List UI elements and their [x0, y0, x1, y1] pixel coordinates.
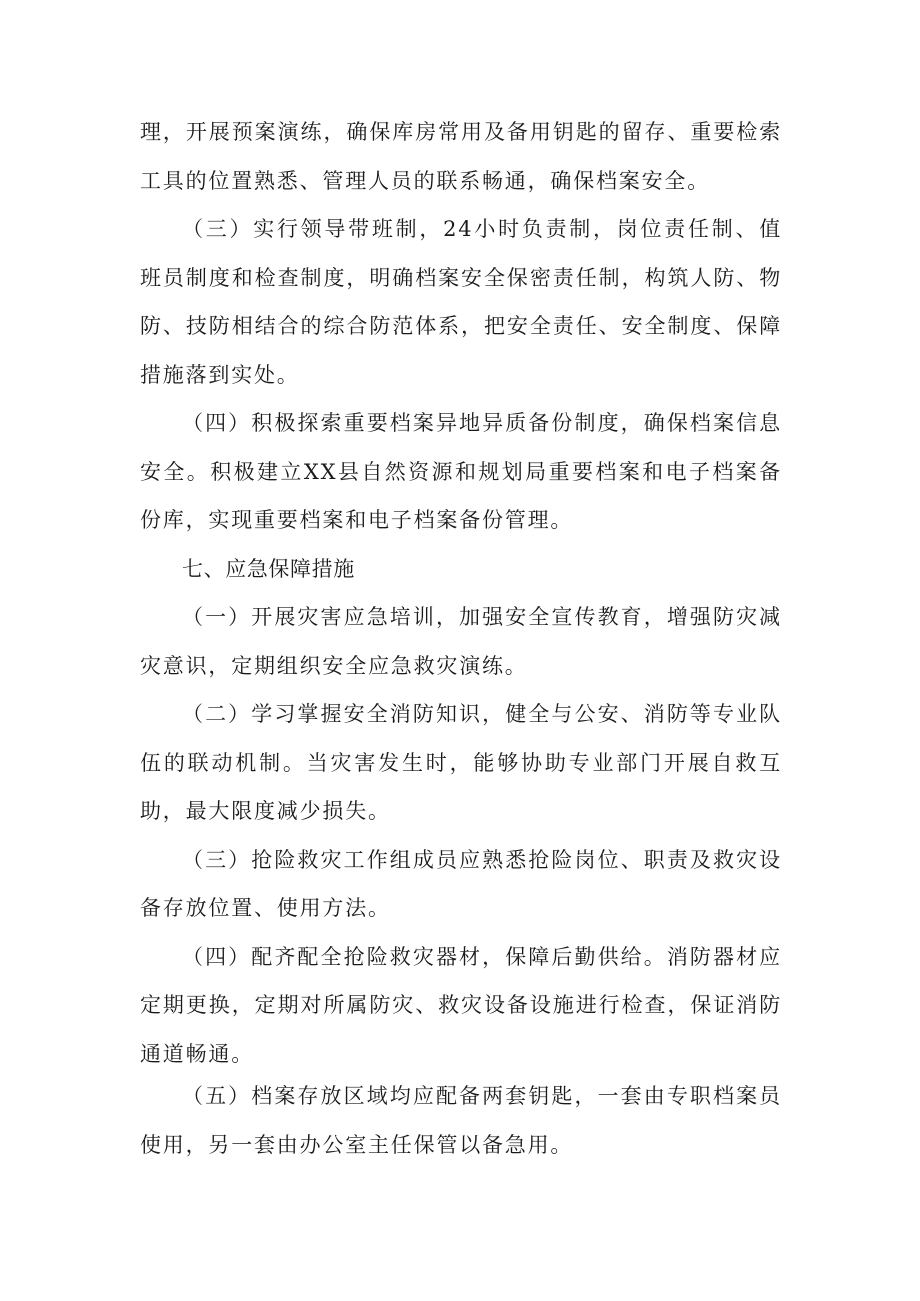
- section-item-4: （四）配齐配全抢险救灾器材，保障后勤供给。消防器材应定期更换，定期对所属防灾、救灾设备设施进行检查，保证消防通道畅通。: [140, 944, 782, 1066]
- section-item-2: （二）学习掌握安全消防知识，健全与公安、消防等专业队伍的联动机制。当灾害发生时，能够协助专业部门开展自救互助，最大限度减少损失。: [140, 702, 782, 823]
- section-heading: 七、应急保障措施: [182, 556, 355, 581]
- section-item-3: （三）抢险救灾工作组成员应熟悉抢险岗位、职责及救灾设备存放位置、使用方法。: [140, 847, 782, 920]
- section-item-5: （五）档案存放区域均应配备两套钥匙，一套由专职档案员使用，另一套由办公室主任保管以备急用。: [140, 1084, 782, 1157]
- section-item-1: （一）开展灾害应急培训，加强安全宣传教育，增强防灾减灾意识，定期组织安全应急救灾演练。: [140, 605, 782, 678]
- document-body: [140, 108, 782, 1169]
- paragraph-item-3: （三）实行领导带班制，24小时负责制，岗位责任制、值班员制度和检查制度，明确档案安全保密责任制，构筑人防、物防、技防相结合的综合防范体系，把安全责任、安全制度、保障措施落到实处。: [140, 217, 782, 387]
- paragraph-item-4: （四）积极探索重要档案异地异质备份制度，确保档案信息安全。积极建立XX县自然资源和规划局重要档案和电子档案备份库，实现重要档案和电子档案备份管理。: [140, 411, 782, 532]
- paragraph-continuation: 理，开展预案演练，确保库房常用及备用钥匙的留存、重要检索工具的位置熟悉、管理人员的联系畅通，确保档案安全。: [140, 120, 782, 193]
